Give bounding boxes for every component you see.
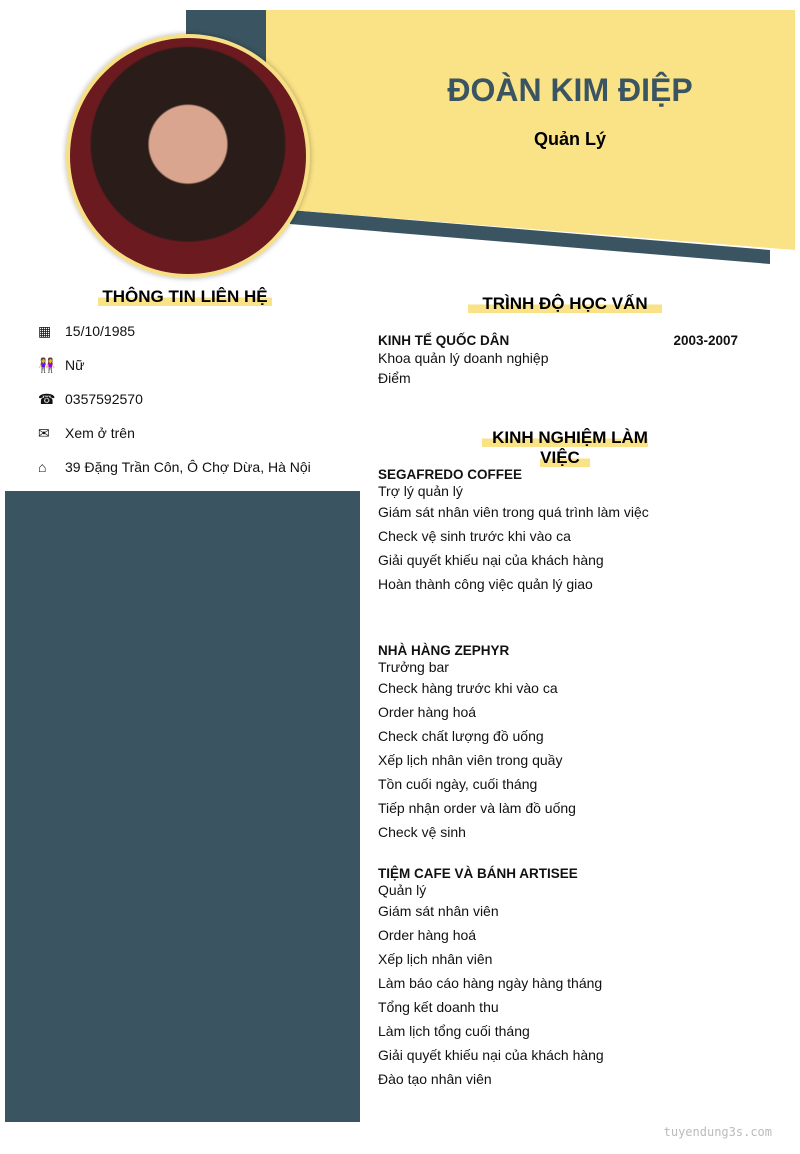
job-task: Làm báo cáo hàng ngày hàng tháng (378, 975, 603, 991)
job-task: Giải quyết khiếu nại của khách hàng (378, 1047, 604, 1063)
email-icon: ✉ (38, 425, 50, 441)
job-task: Check vệ sinh trước khi vào ca (378, 528, 571, 544)
education-years: 2003-2007 (673, 333, 738, 348)
education-grade: Điểm (378, 370, 411, 386)
gender-icon: 👭 (38, 357, 56, 373)
watermark: tuyendung3s.com (663, 1125, 772, 1139)
candidate-name: ĐOÀN KIM ĐIỆP (447, 72, 693, 108)
company-name: NHÀ HÀNG ZEPHYR (378, 643, 510, 658)
contact-item (38, 391, 143, 408)
job-task: Giải quyết khiếu nại của khách hàng (378, 552, 604, 568)
job-position: Trưởng bar (378, 659, 449, 675)
contact-item (38, 323, 135, 340)
candidate-role: Quản Lý (533, 129, 606, 149)
experience-title: KINH NGHIỆM LÀM VIỆC (460, 428, 670, 468)
home-icon: ⌂ (38, 459, 47, 475)
job-position: Quản lý (378, 882, 427, 898)
job-task: Đào tạo nhân viên (378, 1071, 492, 1087)
contact-value: Xem ở trên (65, 425, 135, 441)
profile-photo (66, 34, 310, 278)
contact-value: 39 Đặng Trần Côn, Ô Chợ Dừa, Hà Nội (65, 459, 311, 475)
contact-item (38, 459, 311, 475)
education-major: Khoa quản lý doanh nghiệp (378, 350, 549, 366)
job-task: Order hàng hoá (378, 704, 477, 720)
job-entry (378, 643, 738, 844)
calendar-icon: ▦ (38, 323, 52, 339)
job-task: Check vệ sinh (378, 824, 466, 840)
contact-value: 15/10/1985 (65, 323, 136, 339)
company-name: SEGAFREDO COFFEE (378, 467, 523, 482)
job-position: Trợ lý quản lý (378, 483, 463, 499)
job-entry (378, 866, 738, 1091)
job-entry (378, 467, 738, 596)
phone-icon: ☎ (38, 391, 56, 407)
job-task: Tổng kết doanh thu (378, 999, 499, 1015)
job-task: Order hàng hoá (378, 927, 477, 943)
contact-title: THÔNG TIN LIÊN HỆ (60, 287, 310, 307)
job-task: Giám sát nhân viên trong quá trình làm việc (378, 504, 649, 520)
left-panel (5, 491, 360, 1122)
school-name: KINH TẾ QUỐC DÂN (378, 333, 510, 348)
job-task: Giám sát nhân viên (378, 903, 499, 919)
job-task: Tiếp nhận order và làm đồ uống (378, 800, 576, 816)
contact-item (38, 425, 135, 442)
job-task: Hoàn thành công việc quản lý giao (378, 576, 593, 592)
contact-value: Nữ (65, 357, 85, 373)
job-task: Xếp lịch nhân viên (378, 951, 493, 967)
job-task: Check hàng trước khi vào ca (378, 680, 558, 696)
education-title: TRÌNH ĐỘ HỌC VẤN (460, 294, 670, 314)
contact-value: 0357592570 (65, 391, 143, 407)
job-task: Xếp lịch nhân viên trong quầy (378, 752, 563, 768)
job-task: Check chất lượng đồ uống (378, 728, 544, 744)
job-task: Làm lịch tổng cuối tháng (378, 1023, 530, 1039)
contact-item (38, 357, 84, 374)
job-task: Tồn cuối ngày, cuối tháng (378, 776, 538, 792)
company-name: TIỆM CAFE VÀ BÁNH ARTISEE (378, 866, 578, 881)
education-entry (378, 333, 738, 388)
